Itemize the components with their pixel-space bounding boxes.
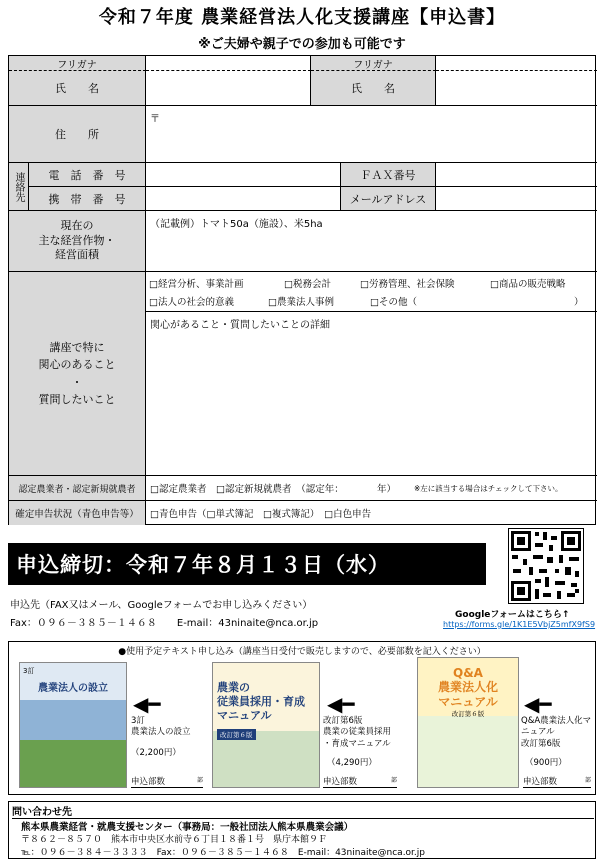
- application-form: [8, 55, 596, 525]
- interest-label: 講座で特に 関心のあること ・ 質問したいこと: [9, 272, 146, 476]
- book-qty-unit-1: 部: [196, 777, 203, 784]
- detail-field[interactable]: 関心があること・質問したいことの詳細: [146, 312, 597, 476]
- apply-contact: Fax：０９６－３８５－１４６８ E-mail：43ninaite@nca.or.jp: [10, 618, 319, 629]
- book-qty-label-2: 申込部数: [323, 777, 358, 787]
- inquiry-section: [8, 801, 596, 859]
- google-form-label: Googleフォームはこちら↑: [455, 610, 570, 620]
- mail-field[interactable]: [436, 187, 597, 211]
- book-price-1: （2,200円）: [131, 748, 181, 758]
- checkbox-business-plan[interactable]: □経営分析、事業計画: [149, 279, 244, 290]
- contact-label: 連絡先: [9, 163, 29, 211]
- other-close: ）: [574, 297, 584, 308]
- book-cover-edition-1: 3訂: [23, 667, 35, 675]
- book-qty-label-3: 申込部数: [523, 777, 558, 787]
- textbook-order-section: [8, 641, 596, 795]
- mail-label: メールアドレス: [341, 187, 436, 211]
- inquiry-address: 〒８６２－８５７０ 熊本市中央区水前寺６丁目１８番１号 県庁本館９Ｆ: [21, 835, 328, 845]
- checkbox-social[interactable]: □法人の社会的意義: [149, 297, 234, 308]
- book-qty-1[interactable]: [131, 775, 203, 788]
- inquiry-contact: ℡：０９６－３８４－３３３３ Fax：０９６－３８５－１４６８ E-mail：43ninaite@nca.or.jp: [21, 848, 426, 858]
- address-label: 住 所: [9, 106, 146, 163]
- book-cover-title-1: 農業法人の設立: [38, 683, 108, 694]
- name-label: 氏 名: [9, 71, 146, 106]
- tax-label: 確定申告状況（青色申告等）: [9, 501, 146, 525]
- cert-field[interactable]: [146, 476, 597, 501]
- arrow-left-icon: ◀━: [133, 692, 161, 716]
- book-cover-edition-2: 改訂第６版: [217, 729, 256, 740]
- book-qty-2[interactable]: [323, 775, 397, 788]
- checkbox-labor[interactable]: □労務管理、社会保険: [360, 279, 455, 290]
- crops-label: 現在の 主な経営作物・ 経営面積: [9, 211, 146, 272]
- checkbox-other[interactable]: □その他（: [370, 297, 417, 308]
- book-cover-2: [212, 662, 320, 788]
- book-desc-2: 改訂第6版 農業の従業員採用 ・育成マニュアル: [323, 716, 392, 749]
- book-qty-unit-2: 部: [390, 777, 397, 784]
- book-cover-3: [417, 657, 519, 788]
- book-cover-title-3: Q&A 農業法人化 マニュアル: [437, 666, 498, 709]
- interest-options: [146, 272, 597, 312]
- furigana-label-2: フリガナ: [311, 56, 436, 71]
- furigana-field-1[interactable]: [146, 56, 311, 71]
- inquiry-org: 熊本県農業経営・就農支援センター（事務局：一般社団法人熊本県農業会議）: [21, 822, 354, 833]
- book-cover-edition-3: 改訂第６版: [451, 710, 485, 719]
- textbook-header: ●使用予定テキスト申し込み（講座当日受付で販売しますので、必要部数を記入ください）: [118, 647, 486, 657]
- fax-field[interactable]: [436, 163, 597, 187]
- checkbox-tax[interactable]: □税務会計: [284, 279, 331, 290]
- furigana-field-2[interactable]: [436, 56, 597, 71]
- phone-field[interactable]: [146, 163, 341, 187]
- book-price-2: （4,290円）: [327, 758, 377, 768]
- qr-code-icon[interactable]: [508, 528, 584, 604]
- book-cover-1: [19, 662, 127, 788]
- name-field-1[interactable]: [146, 71, 311, 106]
- mobile-label: 携 帯 番 号: [29, 187, 146, 211]
- furigana-label: フリガナ: [9, 56, 146, 71]
- cert-options[interactable]: □認定農業者 □認定新規就農者 （認定年： 年）: [150, 484, 396, 495]
- cert-note: ※左に該当する場合はチェックして下さい。: [413, 483, 563, 493]
- checkbox-cases[interactable]: □農業法人事例: [268, 297, 334, 308]
- deadline-banner: 申込締切：令和７年８月１３日（水）: [8, 543, 486, 585]
- book-price-3: （900円）: [525, 758, 567, 768]
- page-title: 令和７年度 農業経営法人化支援講座【申込書】: [98, 7, 506, 28]
- crops-field[interactable]: （記載例）トマト50a（施設）、米5ha: [146, 211, 597, 272]
- page-subtitle: ※ご夫婦や親子での参加も可能です: [198, 37, 406, 52]
- book-qty-3[interactable]: [523, 775, 591, 788]
- book-qty-unit-3: 部: [584, 777, 591, 784]
- arrow-left-icon: ◀━: [524, 692, 552, 716]
- mobile-field[interactable]: [146, 187, 341, 211]
- book-qty-label-1: 申込部数: [131, 777, 166, 787]
- fax-label: ＦＡＸ番号: [341, 163, 436, 187]
- name-label-2: 氏 名: [311, 71, 436, 106]
- arrow-left-icon: ◀━: [327, 692, 355, 716]
- cert-label: 認定農業者・認定新規就農者: [9, 476, 146, 501]
- phone-label: 電 話 番 号: [29, 163, 146, 187]
- google-form-link[interactable]: https://forms.gle/1K1E5VbjZ5mfX9fS9: [443, 620, 596, 629]
- name-field-2[interactable]: [436, 71, 597, 106]
- apply-to: 申込先（FAX又はメール、Googleフォームでお申し込みください）: [10, 600, 313, 611]
- address-field[interactable]: 〒: [146, 106, 597, 163]
- book-desc-1: 3訂 農業法人の設立: [131, 716, 191, 738]
- book-cover-title-2: 農業の 従業員採用・育成 マニュアル: [217, 681, 305, 722]
- book-desc-3: Q&A農業法人化マ ニュアル 改訂第6版: [521, 716, 592, 749]
- tax-field[interactable]: □青色申告（□単式簿記 □複式簿記） □白色申告: [150, 509, 372, 520]
- inquiry-header: 問い合わせ先: [12, 803, 594, 819]
- checkbox-sales[interactable]: □商品の販売戦略: [490, 279, 566, 290]
